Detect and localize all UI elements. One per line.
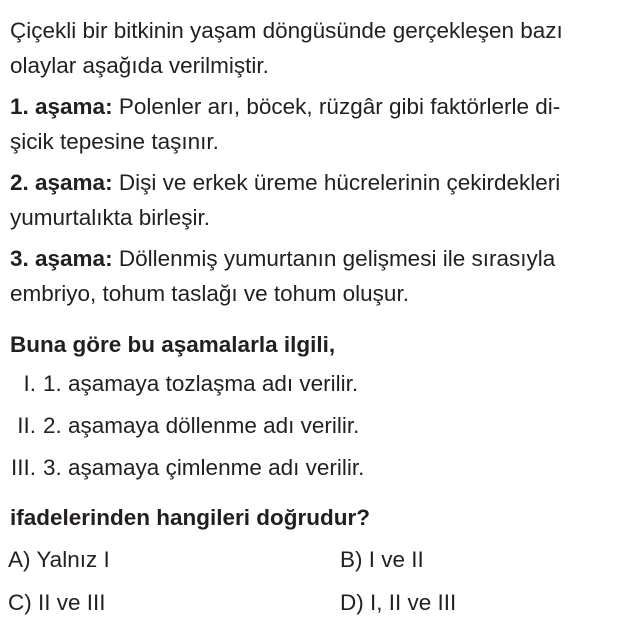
stage-3-line-2: embriyo, tohum taslağı ve tohum oluşur. bbox=[10, 281, 409, 306]
stage-1-line-2: şicik tepesine taşınır. bbox=[10, 129, 219, 154]
option-b[interactable]: B) I ve II bbox=[340, 547, 424, 572]
stage-1-label: 1. aşama: bbox=[10, 94, 113, 119]
option-d[interactable]: D) I, II ve III bbox=[340, 590, 457, 615]
statement-3-text: 3. aşamaya çimlenme adı verilir. bbox=[43, 455, 365, 480]
statement-1-numeral: I. bbox=[23, 371, 36, 396]
stage-3-label: 3. aşama: bbox=[10, 246, 113, 271]
intro-line-1: Çiçekli bir bitkinin yaşam döngüsünde gerçekleşen bazı bbox=[10, 18, 563, 43]
statement-2-numeral: II. bbox=[17, 413, 36, 438]
intro-line-2: olaylar aşağıda verilmiştir. bbox=[10, 53, 269, 78]
question-intro: Buna göre bu aşamalarla ilgili, bbox=[10, 332, 336, 357]
stage-2-label: 2. aşama: bbox=[10, 170, 113, 195]
stage-1-text-1: Polenler arı, böcek, rüzgâr gibi faktörlerle di- bbox=[112, 94, 561, 119]
statement-1 bbox=[0, 369, 358, 399]
stage-1-line-1 bbox=[10, 92, 560, 122]
statement-2 bbox=[0, 411, 359, 441]
stage-2-text-1: Dişi ve erkek üreme hücrelerinin çekirdekleri bbox=[112, 170, 561, 195]
stage-3-text-1: Döllenmiş yumurtanın gelişmesi ile sırasıyla bbox=[112, 246, 556, 271]
statement-3 bbox=[0, 453, 364, 483]
question-text: ifadelerinden hangileri doğrudur? bbox=[10, 505, 371, 530]
statement-3-numeral: III. bbox=[10, 455, 36, 480]
stage-2-line-2: yumurtalıkta birleşir. bbox=[10, 205, 211, 230]
stage-3-line-1 bbox=[10, 244, 555, 274]
statement-2-text: 2. aşamaya döllenme adı verilir. bbox=[43, 413, 360, 438]
option-c[interactable]: C) II ve III bbox=[8, 590, 106, 615]
option-a[interactable]: A) Yalnız I bbox=[8, 547, 110, 572]
stage-2-line-1 bbox=[10, 168, 560, 198]
statement-1-text: 1. aşamaya tozlaşma adı verilir. bbox=[43, 371, 359, 396]
